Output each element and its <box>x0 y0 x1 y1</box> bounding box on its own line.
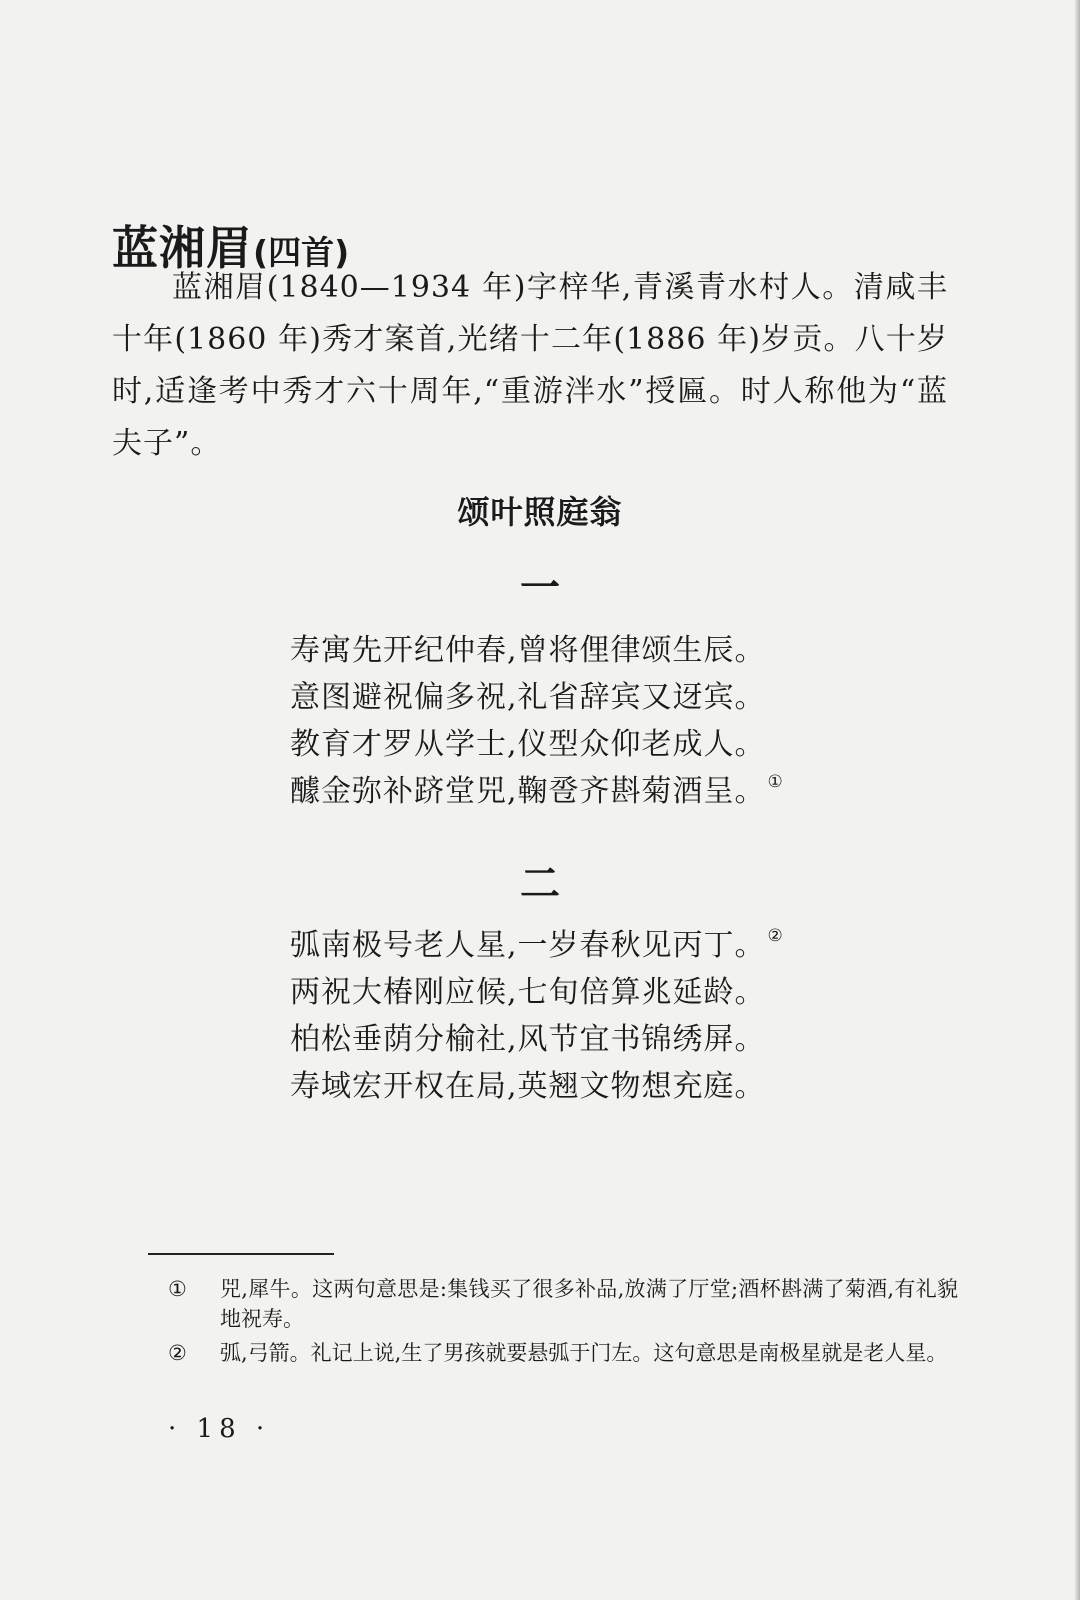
footnote-1 <box>168 1274 958 1334</box>
footnote-text: 兕,犀牛。这两句意思是:集钱买了很多补品,放满了厅堂;酒杯斟满了菊酒,有礼貌地祝寿。 <box>220 1277 958 1331</box>
footnote-marker: ② <box>168 1341 187 1365</box>
poem-section-2 <box>290 922 850 1110</box>
poem-count: (四首) <box>253 233 350 272</box>
footnote-ref: ② <box>767 926 784 946</box>
footnote-marker: ① <box>168 1277 187 1301</box>
poem-line: 教育才罗从学士,仪型众仰老成人。 <box>290 727 766 762</box>
page-edge-shadow <box>1074 0 1080 1600</box>
footnote-ref: ① <box>767 772 784 792</box>
footnotes <box>168 1274 958 1372</box>
footnote-2 <box>168 1338 958 1368</box>
poem-title: 颂叶照庭翁 <box>457 493 623 531</box>
poem-line: 寿域宏开权在局,英翘文物想充庭。 <box>290 1069 766 1104</box>
author-biography: 蓝湘眉(1840—1934 年)字梓华,青溪青水村人。清咸丰十年(1860 年)秀才案首,光绪十二年(1886 年)岁贡。八十岁时,适逢考中秀才六十周年,“重游泮水”授匾。时人称他为“蓝夫子”。 <box>112 270 948 461</box>
page-number: · 18 · <box>168 1414 271 1444</box>
footnote-divider <box>148 1253 334 1255</box>
footnote-text: 弧,弓箭。礼记上说,生了男孩就要悬弧于门左。这句意思是南极星就是老人星。 <box>220 1341 948 1365</box>
poem-line: 寿寓先开纪仲春,曾将俚律颂生辰。 <box>290 633 766 668</box>
author-name: 蓝湘眉 <box>112 221 253 275</box>
poem-line: 柏松垂荫分榆社,风节宜书锦绣屏。 <box>290 1022 766 1057</box>
poem-line: 意图避祝偏多祝,礼省辞宾又迓宾。 <box>290 680 766 715</box>
poem-line: 弧南极号老人星,一岁春秋见丙丁。 ② <box>290 926 784 963</box>
poem-line: 醵金弥补跻堂兕,鞠卺齐斟菊酒呈。 ① <box>290 772 784 809</box>
poem-section-1 <box>290 627 850 815</box>
poem-line: 两祝大椿刚应候,七旬倍算兆延龄。 <box>290 975 766 1010</box>
section-numeral-2: 二 <box>520 861 560 907</box>
section-numeral-1: 一 <box>520 565 560 611</box>
